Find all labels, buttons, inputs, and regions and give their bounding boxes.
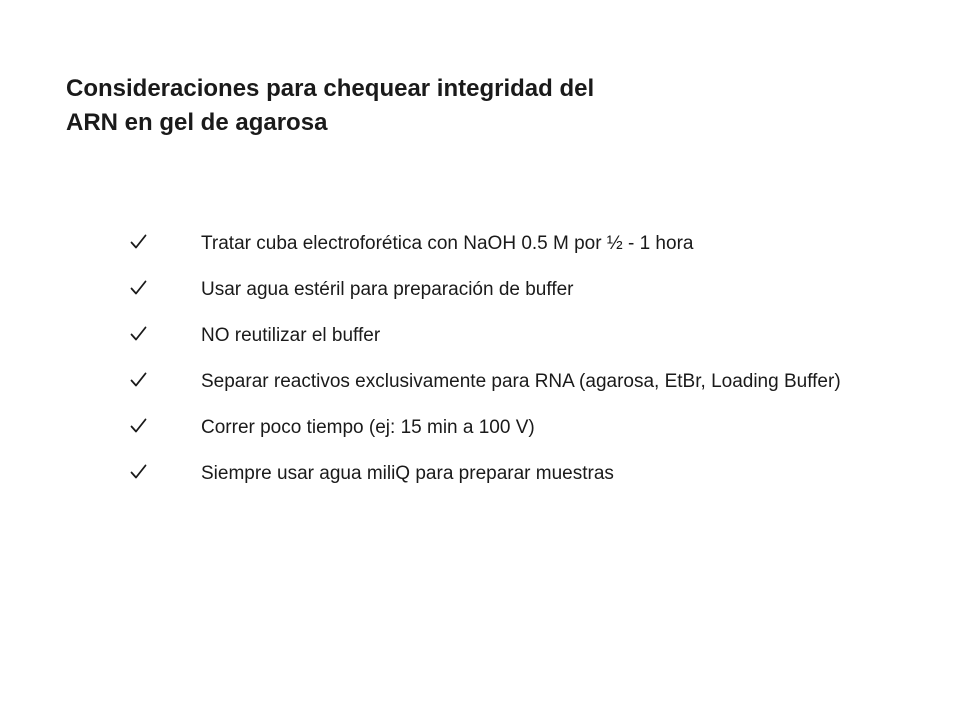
bullet-text: Separar reactivos exclusivamente para RNA (agarosa, EtBr, Loading Buffer) <box>201 371 841 392</box>
bullet-item-1 <box>121 230 861 258</box>
bullet-list <box>121 230 861 506</box>
bullet-item-5 <box>121 414 861 442</box>
bullet-item-6 <box>121 460 861 488</box>
slide-title <box>66 72 766 140</box>
bullet-item-3 <box>121 322 861 350</box>
checkmark-icon <box>121 460 201 488</box>
checkmark-icon <box>121 414 201 442</box>
bullet-item-2 <box>121 276 861 304</box>
checkmark-icon <box>121 368 201 396</box>
slide-title-line-1: Consideraciones para chequear integridad del <box>66 75 595 102</box>
checkmark-icon <box>121 276 201 304</box>
checkmark-icon <box>121 230 201 258</box>
bullet-text: Usar agua estéril para preparación de buffer <box>201 279 574 300</box>
bullet-item-4 <box>121 368 861 396</box>
checkmark-icon <box>121 322 201 350</box>
bullet-text: Siempre usar agua miliQ para preparar muestras <box>201 463 614 484</box>
bullet-text: Correr poco tiempo (ej: 15 min a 100 V) <box>201 417 535 438</box>
bullet-text: Tratar cuba electroforética con NaOH 0.5 M por ½ - 1 hora <box>201 233 694 254</box>
slide-title-line-2: ARN en gel de agarosa <box>66 109 328 136</box>
bullet-text: NO reutilizar el buffer <box>201 325 381 346</box>
